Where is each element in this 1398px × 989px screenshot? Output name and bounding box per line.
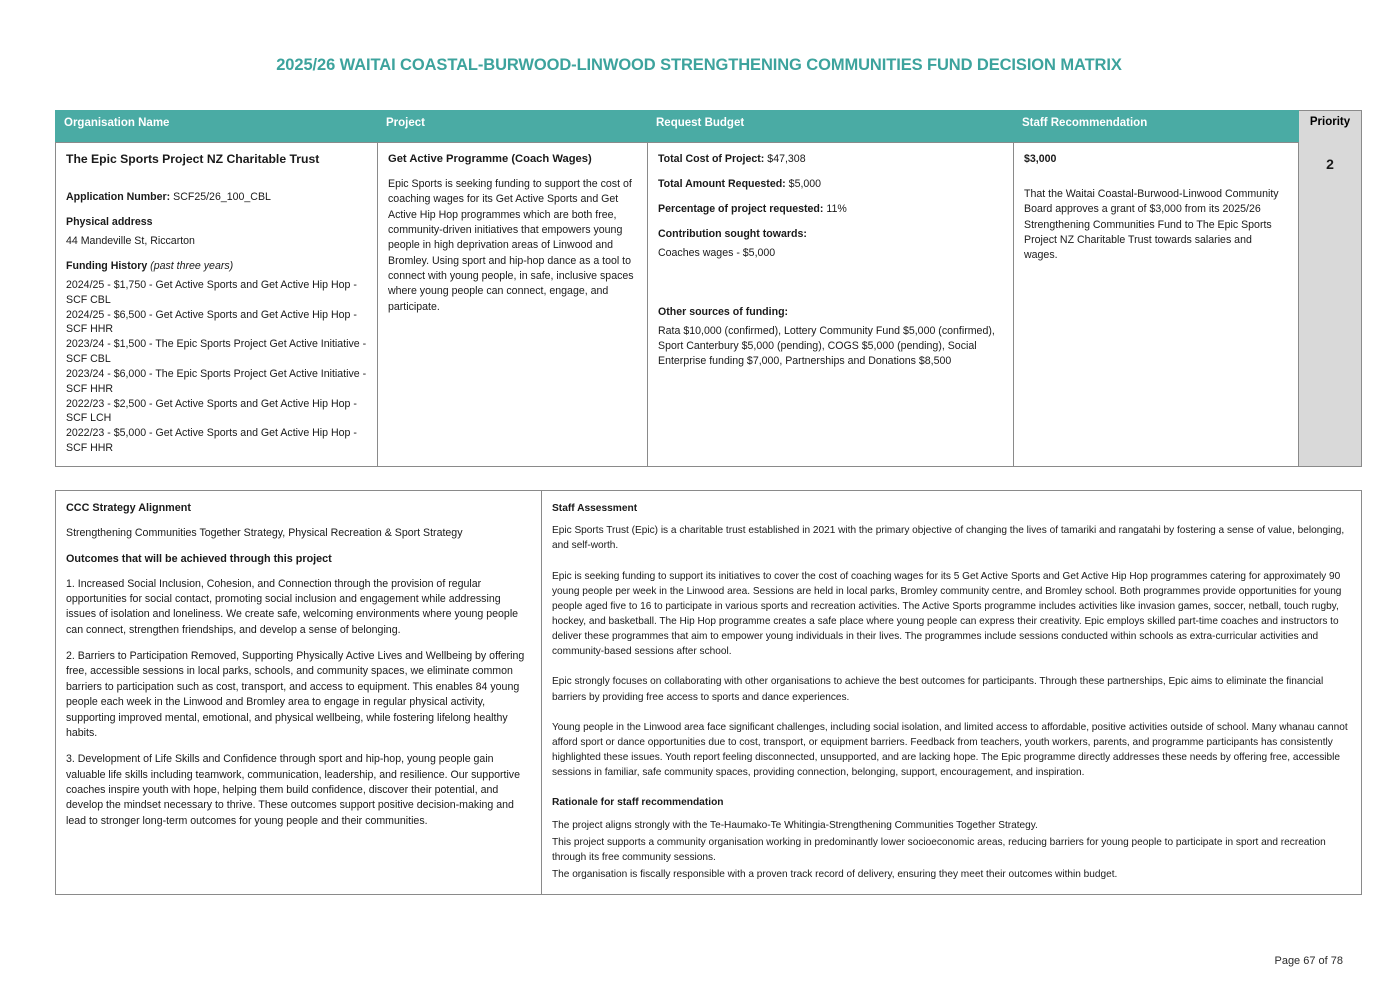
physical-address-label: Physical address <box>66 215 153 228</box>
staff-assessment-body <box>552 501 1351 882</box>
organisation-cell <box>56 143 378 467</box>
decision-matrix-table <box>55 110 1362 467</box>
ccc-body <box>66 501 531 829</box>
percentage-line <box>658 202 1003 217</box>
staff-assessment-paragraph: Epic strongly focuses on collaborating with other organisations to achieve the best outcomes for participants. Through these partnerships, Epic aims to eliminate the financial barriers by providing free access to sports and dance experiences. <box>552 676 1324 703</box>
project-title: Get Active Programme (Coach Wages) <box>388 153 592 165</box>
staff-assessment-paragraph: Young people in the Linwood area face significant challenges, including social isolation, and limited access to affordable, positive activities outside of school. Many whanau cannot afford sport or dance opportunities due to cost, transport, or equipment barriers. Feedback from teachers, youth workers, parents, and programme participants has consistently highlighted these issues. Youth report feeling disconnected, unsupported, and are lacking hope. The Epic programme directly addresses these needs by offering free, accessible sessions in familiar, safe community spaces, providing connection, belonging, support, encouragement, and inspiration. <box>552 721 1348 779</box>
column-header-request-budget: Request Budget <box>648 111 1014 143</box>
ccc-outcomes-heading: Outcomes that will be achieved through this project <box>66 553 332 565</box>
ccc-outcome-item: 1. Increased Social Inclusion, Cohesion, and Connection through the provision of regular opportunities for social contact, promoting social inclusion and engagement while addressing issues of isolation and loneliness. We create safe, welcoming environments where young people can connect, strengthen friendships, and develop a sense of belonging. <box>66 577 519 636</box>
page-title: 2025/26 WAITAI COASTAL-BURWOOD-LINWOOD STRENGTHENING COMMUNITIES FUND DECISION MATRIX <box>276 56 1122 74</box>
funding-history-item: 2024/25 - $6,500 - Get Active Sports and Get Active Hip Hop - SCF HHR <box>66 308 357 336</box>
assessment-table <box>55 490 1362 895</box>
funding-history-item: 2022/23 - $2,500 - Get Active Sports and Get Active Hip Hop - SCF LCH <box>66 397 357 425</box>
recommendation-text: That the Waitai Coastal-Burwood-Linwood Community Board approves a grant of $3,000 from its 2025/26 Strengthening Communities Fund to The Epic Sports Project NZ Charitable Trust towards salaries and wages. <box>1024 188 1279 262</box>
staff-assessment-paragraph: Epic Sports Trust (Epic) is a charitable trust established in 2021 with the primary objective of changing the lives of tamariki and rangatahi by fostering a sense of value, belonging, and self-worth. <box>552 525 1345 552</box>
total-cost-line <box>658 152 1003 167</box>
project-cell <box>378 143 648 467</box>
funding-history-title: Funding History <box>66 259 148 272</box>
matrix-header-row <box>56 111 1362 143</box>
application-number-value: SCF25/26_100_CBL <box>173 190 271 203</box>
application-number <box>66 190 367 205</box>
assessment-row <box>56 491 1362 895</box>
funding-history-item: 2024/25 - $1,750 - Get Active Sports and Get Active Hip Hop - SCF CBL <box>66 278 357 306</box>
total-requested-label: Total Amount Requested: <box>658 178 786 191</box>
total-requested-value: $5,000 <box>788 178 822 191</box>
column-header-priority: Priority <box>1299 111 1362 143</box>
other-sources-value: Rata $10,000 (confirmed), Lottery Community Fund $5,000 (confirmed), Sport Canterbury $5,000 (pending), COGS $5,000 (pending), Social Enterprise funding $7,000, Partnerships and Donations $8,500 <box>658 325 995 368</box>
contribution-value: Coaches wages - $5,000 <box>658 247 776 260</box>
percentage-value: 11% <box>826 203 847 216</box>
total-cost-label: Total Cost of Project: <box>658 153 765 165</box>
contribution-label <box>658 227 1003 242</box>
funding-history-label <box>66 259 367 274</box>
staff-assessment-paragraph: Epic is seeking funding to support its initiatives to cover the cost of coaching wages for its 5 Get Active Sports and Get Active Hip Hop programmes catering for approximately 90 young people per week in the Linwood area. Sessions are held in local parks, Bromley community centre, and Bromley school. Both programmes provide opportunities for young people aged five to 16 to participate in various sports and recreation activities. The Active Sports programme includes activities like invasion games, soccer, netball, touch rugby, hockey, and basketball. The Hip Hop programme creates a safe place where young people can express their creativity. Epic employs skilled part-time coaches and instructors to deliver these programmes that aim to empower young individuals in their lives. The programmes include sessions conducted within schools as extra-curricular activities and community-based sessions after school. <box>552 570 1342 658</box>
total-cost-value: $47,308 <box>767 153 806 165</box>
funding-history-item: 2023/24 - $1,500 - The Epic Sports Project Get Active Initiative - SCF CBL <box>66 338 367 366</box>
rationale-heading: Rationale for staff recommendation <box>552 797 724 809</box>
ccc-heading: CCC Strategy Alignment <box>66 502 191 514</box>
staff-assessment-heading: Staff Assessment <box>552 503 638 514</box>
contribution-label-text: Contribution sought towards: <box>658 228 807 241</box>
other-sources-label <box>658 305 1003 320</box>
request-budget-cell <box>648 143 1014 467</box>
total-requested-line <box>658 177 1003 192</box>
funding-history-note: (past three years) <box>150 259 234 272</box>
staff-assessment-cell <box>542 491 1362 895</box>
staff-recommendation-cell <box>1014 143 1299 467</box>
rationale-line: The organisation is fiscally responsible with a proven track record of delivery, ensuring they meet their outcomes within budget. <box>552 868 1118 880</box>
ccc-outcome-item: 2. Barriers to Participation Removed, Supporting Physically Active Lives and Wellbeing by offering free, accessible sessions in local parks, schools, and community spaces, we eliminate common barriers to participation such as cost, transport, and access to equipment. This enables 84 young people each week in the Linwood and Bromley area to engage in regular physical activity, supporting improved mental, emotional, and physical wellbeing, while fostering lifelong healthy habits. <box>66 650 525 739</box>
organisation-name: The Epic Sports Project NZ Charitable Trust <box>66 152 320 166</box>
matrix-data-row <box>56 143 1362 467</box>
other-sources-label-text: Other sources of funding: <box>658 306 789 319</box>
page-footer: Page 67 of 78 <box>1274 955 1343 967</box>
funding-history-list <box>66 278 367 456</box>
percentage-label: Percentage of project requested: <box>658 203 824 216</box>
physical-address-value: 44 Mandeville St, Riccarton <box>66 234 195 247</box>
application-number-label: Application Number: <box>66 190 171 203</box>
rationale-line: The project aligns strongly with the Te-Haumako-Te Whitingia-Strengthening Communities Together Strategy. <box>552 819 1038 831</box>
ccc-strategy-alignment-cell <box>56 491 542 895</box>
recommended-amount: $3,000 <box>1024 153 1057 165</box>
rationale-line: This project supports a community organisation working in predominantly lower socioeconomic areas, reducing barriers for young people to participate in sport and recreation through its free community sessions. <box>552 836 1326 863</box>
column-header-project: Project <box>378 111 648 143</box>
ccc-strategies: Strengthening Communities Together Strategy, Physical Recreation & Sport Strategy <box>66 526 463 539</box>
funding-history-item: 2022/23 - $5,000 - Get Active Sports and Get Active Hip Hop - SCF HHR <box>66 427 357 455</box>
column-header-organisation: Organisation Name <box>56 111 378 143</box>
ccc-outcome-item: 3. Development of Life Skills and Confidence through sport and hip-hop, young people gain valuable life skills including teamwork, communication, leadership, and resilience. Our supportive coaches inspire youth with hope, helping them build confidence, discover their potential, and develop the mindset necessary to thrive. These outcomes support positive decision-making and lead to stronger long-term outcomes for young people and their communities. <box>66 753 520 827</box>
funding-history-item: 2023/24 - $6,000 - The Epic Sports Project Get Active Initiative - SCF HHR <box>66 367 367 395</box>
project-description: Epic Sports is seeking funding to support the cost of coaching wages for its Get Active Sports and Get Active Hip Hop programmes which are both free, community-driven initiatives that empowers young people in high deprivation areas of Linwood and Bromley. Using sport and hip-hop dance as a tool to connect with young people, in safe, inclusive spaces where young people can connect, engage, and participate. <box>388 177 634 313</box>
budget-spacer <box>658 271 1003 305</box>
column-header-staff-recommendation: Staff Recommendation <box>1014 111 1299 143</box>
priority-value: 2 <box>1299 143 1362 467</box>
